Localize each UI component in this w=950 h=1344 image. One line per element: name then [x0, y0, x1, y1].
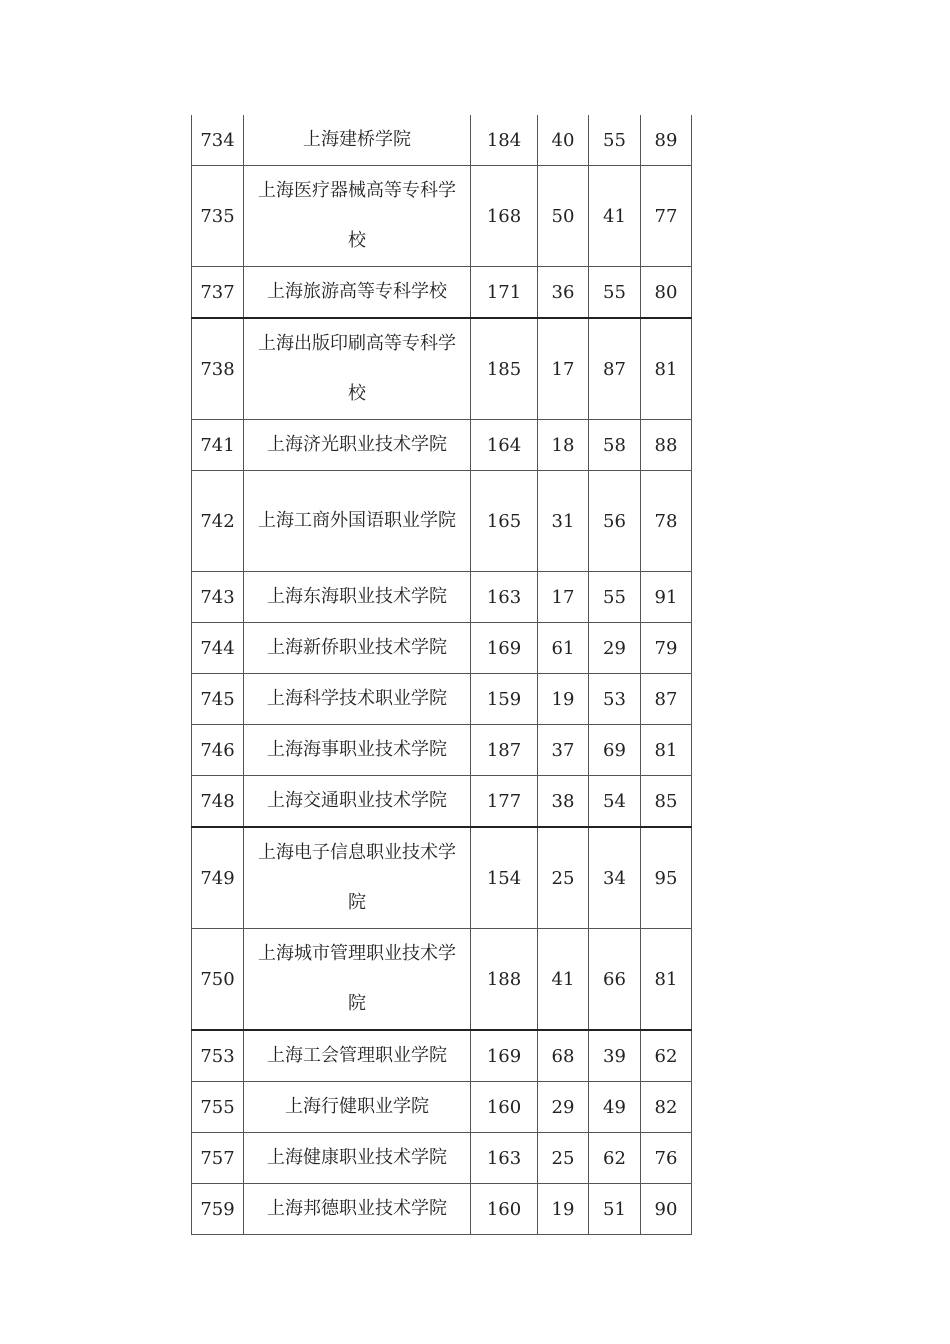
code-cell: 745: [192, 674, 244, 725]
score-b-cell: 53: [589, 674, 641, 725]
school-name-cell: 上海新侨职业技术学院: [244, 623, 471, 674]
school-name-cell: 上海出版印刷高等专科学校: [244, 318, 471, 420]
table-row: [192, 1184, 692, 1235]
score-c-cell: 82: [641, 1082, 692, 1133]
score-c-cell: 76: [641, 1133, 692, 1184]
score-a-cell: 18: [538, 420, 589, 471]
school-name-cell: 上海东海职业技术学院: [244, 572, 471, 623]
code-cell: 738: [192, 318, 244, 420]
score-c-cell: 85: [641, 776, 692, 828]
score-b-cell: 55: [589, 267, 641, 319]
score-c-cell: 89: [641, 115, 692, 166]
score-c-cell: 79: [641, 623, 692, 674]
total-score-cell: 164: [471, 420, 538, 471]
school-name-cell: 上海健康职业技术学院: [244, 1133, 471, 1184]
table-row: [192, 471, 692, 572]
score-a-cell: 50: [538, 166, 589, 267]
score-c-cell: 88: [641, 420, 692, 471]
score-a-cell: 25: [538, 1133, 589, 1184]
code-cell: 735: [192, 166, 244, 267]
total-score-cell: 187: [471, 725, 538, 776]
table-row: [192, 267, 692, 319]
total-score-cell: 163: [471, 1133, 538, 1184]
score-c-cell: 81: [641, 929, 692, 1031]
score-a-cell: 68: [538, 1030, 589, 1082]
total-score-cell: 160: [471, 1082, 538, 1133]
school-name-cell: 上海城市管理职业技术学院: [244, 929, 471, 1031]
total-score-cell: 163: [471, 572, 538, 623]
score-c-cell: 95: [641, 827, 692, 929]
table-row: [192, 572, 692, 623]
code-cell: 741: [192, 420, 244, 471]
score-b-cell: 56: [589, 471, 641, 572]
score-a-cell: 19: [538, 674, 589, 725]
score-b-cell: 41: [589, 166, 641, 267]
score-b-cell: 51: [589, 1184, 641, 1235]
school-name-cell: 上海电子信息职业技术学院: [244, 827, 471, 929]
school-name-cell: 上海济光职业技术学院: [244, 420, 471, 471]
total-score-cell: 160: [471, 1184, 538, 1235]
school-name-cell: 上海工会管理职业学院: [244, 1030, 471, 1082]
code-cell: 737: [192, 267, 244, 319]
code-cell: 746: [192, 725, 244, 776]
table-row: [192, 1030, 692, 1082]
code-cell: 748: [192, 776, 244, 828]
score-c-cell: 80: [641, 267, 692, 319]
code-cell: 753: [192, 1030, 244, 1082]
school-score-table: [191, 115, 692, 1235]
score-b-cell: 55: [589, 572, 641, 623]
score-b-cell: 29: [589, 623, 641, 674]
school-name-cell: 上海科学技术职业学院: [244, 674, 471, 725]
total-score-cell: 169: [471, 1030, 538, 1082]
code-cell: 759: [192, 1184, 244, 1235]
school-name-cell: 上海建桥学院: [244, 115, 471, 166]
code-cell: 750: [192, 929, 244, 1031]
table-row: [192, 115, 692, 166]
table-row: [192, 1133, 692, 1184]
score-a-cell: 36: [538, 267, 589, 319]
score-a-cell: 41: [538, 929, 589, 1031]
score-b-cell: 66: [589, 929, 641, 1031]
code-cell: 734: [192, 115, 244, 166]
total-score-cell: 185: [471, 318, 538, 420]
total-score-cell: 171: [471, 267, 538, 319]
total-score-cell: 177: [471, 776, 538, 828]
code-cell: 755: [192, 1082, 244, 1133]
total-score-cell: 184: [471, 115, 538, 166]
score-a-cell: 37: [538, 725, 589, 776]
table-row: [192, 827, 692, 929]
table-row: [192, 725, 692, 776]
code-cell: 744: [192, 623, 244, 674]
school-name-cell: 上海工商外国语职业学院: [244, 471, 471, 572]
total-score-cell: 154: [471, 827, 538, 929]
score-a-cell: 19: [538, 1184, 589, 1235]
school-name-cell: 上海医疗器械高等专科学校: [244, 166, 471, 267]
score-c-cell: 81: [641, 318, 692, 420]
score-b-cell: 87: [589, 318, 641, 420]
total-score-cell: 159: [471, 674, 538, 725]
score-a-cell: 25: [538, 827, 589, 929]
code-cell: 743: [192, 572, 244, 623]
score-c-cell: 90: [641, 1184, 692, 1235]
score-b-cell: 55: [589, 115, 641, 166]
code-cell: 749: [192, 827, 244, 929]
score-c-cell: 62: [641, 1030, 692, 1082]
table-body: [192, 115, 692, 1235]
score-a-cell: 38: [538, 776, 589, 828]
score-b-cell: 58: [589, 420, 641, 471]
school-name-cell: 上海行健职业学院: [244, 1082, 471, 1133]
school-name-cell: 上海旅游高等专科学校: [244, 267, 471, 319]
score-b-cell: 69: [589, 725, 641, 776]
table-row: [192, 420, 692, 471]
score-a-cell: 17: [538, 572, 589, 623]
score-a-cell: 31: [538, 471, 589, 572]
table-row: [192, 674, 692, 725]
score-c-cell: 91: [641, 572, 692, 623]
score-a-cell: 61: [538, 623, 589, 674]
table-row: [192, 623, 692, 674]
total-score-cell: 165: [471, 471, 538, 572]
school-name-cell: 上海邦德职业技术学院: [244, 1184, 471, 1235]
code-cell: 742: [192, 471, 244, 572]
table-row: [192, 318, 692, 420]
table-row: [192, 166, 692, 267]
score-c-cell: 81: [641, 725, 692, 776]
score-b-cell: 62: [589, 1133, 641, 1184]
total-score-cell: 188: [471, 929, 538, 1031]
table-row: [192, 1082, 692, 1133]
table-row: [192, 776, 692, 828]
school-score-table-container: [191, 115, 691, 1235]
score-b-cell: 54: [589, 776, 641, 828]
code-cell: 757: [192, 1133, 244, 1184]
score-a-cell: 17: [538, 318, 589, 420]
score-b-cell: 49: [589, 1082, 641, 1133]
total-score-cell: 168: [471, 166, 538, 267]
score-a-cell: 40: [538, 115, 589, 166]
score-c-cell: 87: [641, 674, 692, 725]
school-name-cell: 上海海事职业技术学院: [244, 725, 471, 776]
score-b-cell: 34: [589, 827, 641, 929]
school-name-cell: 上海交通职业技术学院: [244, 776, 471, 828]
score-a-cell: 29: [538, 1082, 589, 1133]
table-row: [192, 929, 692, 1031]
score-c-cell: 77: [641, 166, 692, 267]
score-b-cell: 39: [589, 1030, 641, 1082]
total-score-cell: 169: [471, 623, 538, 674]
score-c-cell: 78: [641, 471, 692, 572]
